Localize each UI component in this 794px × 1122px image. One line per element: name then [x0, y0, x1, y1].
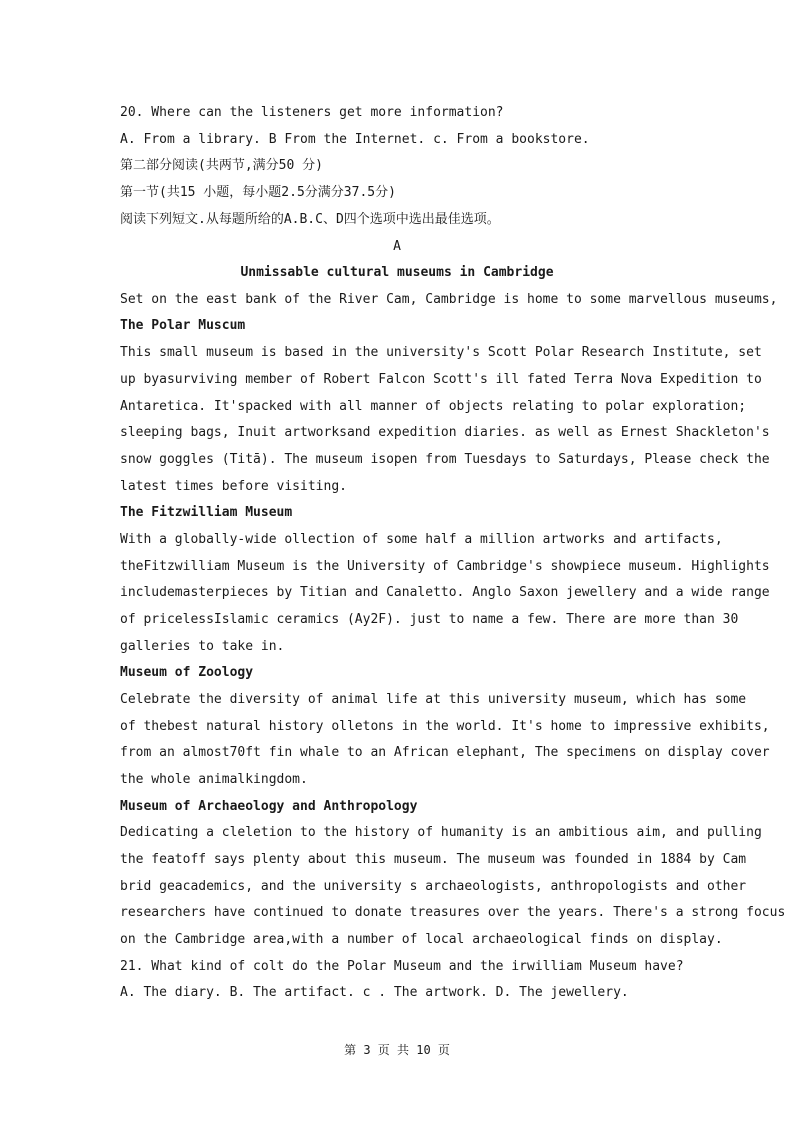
fitzwilliam-museum-line: theFitzwilliam Museum is the University of Cambridge's showpiece museum. Highlights [120, 559, 770, 574]
zoology-museum-line: from an almost70ft fin whale to an African elephant, The specimens on display cover [120, 745, 770, 760]
polar-museum-line: sleeping bags, Inuit artworksand expedition diaries. as well as Ernest Shackleton's [120, 425, 770, 440]
zoology-museum-line: the whole animalkingdom. [120, 772, 308, 787]
section-1-heading: 第一节(共15 小题，每小题2.5分满分37.5分) [120, 185, 396, 200]
passage-letter: A [393, 239, 401, 254]
fitzwilliam-museum-line: of pricelessIslamic ceramics (Ay2F). just to name a few. There are more than 30 [120, 612, 739, 627]
fitzwilliam-museum-line: includemasterpieces by Titian and Canaletto. Anglo Saxon jewellery and a wide range [120, 585, 770, 600]
polar-museum-line: up byasurviving member of Robert Falcon Scott's ill fated Terra Nova Expedition to [120, 372, 762, 387]
reading-instruction: 阅读下列短文.从每题所给的A.B.C、D四个选项中选出最佳选项。 [120, 212, 500, 227]
question-20-options: A. From a library. B From the Internet. c. From a bookstore. [120, 132, 590, 147]
polar-museum-line: Antaretica. It'spacked with all manner of objects relating to polar exploration; [120, 399, 747, 414]
polar-museum-line: snow goggles (Titā). The museum isopen from Tuesdays to Saturdays, Please check the [120, 452, 770, 467]
archaeology-museum-line: the featoff says plenty about this museum. The museum was founded in 1884 by Cam [120, 852, 747, 867]
archaeology-museum-line: brid geacademics, and the university s archaeologists, anthropologists and other [120, 879, 747, 894]
zoology-museum-line: Celebrate the diversity of animal life at this university museum, which has some [120, 692, 747, 707]
passage-intro: Set on the east bank of the River Cam, Cambridge is home to some marvellous museums, [120, 292, 778, 307]
fitzwilliam-museum-line: galleries to take in. [120, 639, 285, 654]
polar-museum-heading: The Polar Muscum [120, 318, 246, 333]
part-2-heading: 第二部分阅读(共两节,满分50 分) [120, 158, 323, 173]
question-21: 21. What kind of colt do the Polar Museum and the irwilliam Museum have? [120, 959, 684, 974]
question-20: 20. Where can the listeners get more information? [120, 105, 504, 120]
archaeology-museum-line: Dedicating a cleletion to the history of humanity is an ambitious aim, and pulling [120, 825, 762, 840]
page-footer: 第 3 页 共 10 页 [344, 1043, 450, 1057]
polar-museum-line: latest times before visiting. [120, 479, 347, 494]
fitzwilliam-museum-line: With a globally-wide ollection of some half a million artworks and artifacts, [120, 532, 723, 547]
zoology-museum-heading: Museum of Zoology [120, 665, 254, 680]
passage-title: Unmissable cultural museums in Cambridge [240, 265, 554, 280]
archaeology-museum-line: on the Cambridge area,with a number of local archaeological finds on display. [120, 932, 723, 947]
archaeology-museum-line: researchers have continued to donate treasures over the years. There's a strong focus [120, 905, 786, 920]
question-21-options: A. The diary. B. The artifact. c . The artwork. D. The jewellery. [120, 985, 629, 1000]
fitzwilliam-museum-heading: The Fitzwilliam Museum [120, 505, 293, 520]
polar-museum-line: This small museum is based in the university's Scott Polar Research Institute, set [120, 345, 762, 360]
zoology-museum-line: of thebest natural history olletons in the world. It's home to impressive exhibits, [120, 719, 770, 734]
archaeology-museum-heading: Museum of Archaeology and Anthropology [120, 799, 418, 814]
